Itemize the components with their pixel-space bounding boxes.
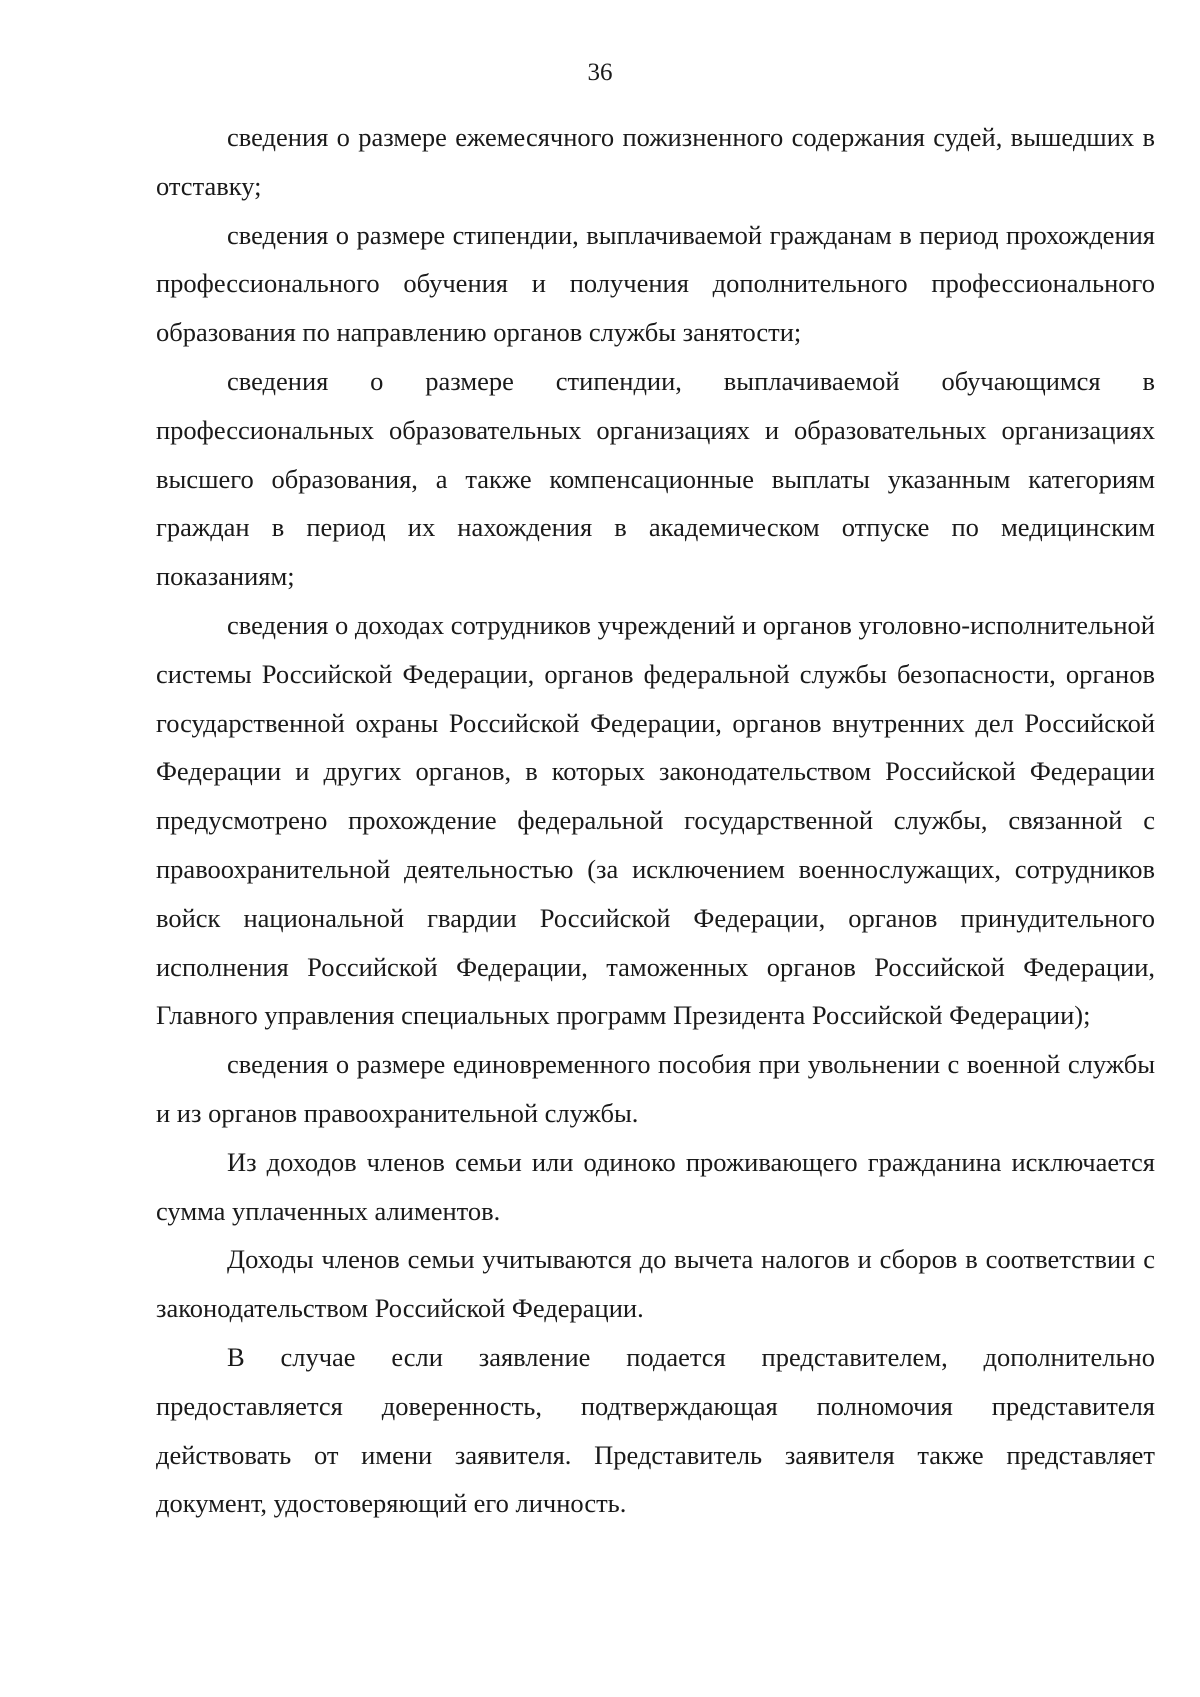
page-number: 36 <box>587 59 613 86</box>
document-body <box>156 113 1155 1528</box>
paragraph-judges-pension: сведения о размере ежемесячного пожизненного содержания судей, вышедших в отставку; <box>156 122 1155 201</box>
paragraph-alimony-exclusion: Из доходов членов семьи или одиноко проживающего гражданина исключается сумма уплаченных алиментов. <box>156 1146 1155 1226</box>
paragraph-representative-power-of-attorney: В случае если заявление подается представителем, дополнительно предоставляется доверенность, подтверждающая полномочия представителя действовать от имени заявителя. Представитель заявителя также представляет документ, удостоверяющий его личность. <box>156 1341 1155 1519</box>
paragraph-student-stipend: сведения о размере стипендии, выплачиваемой обучающимся в профессиональных образовательных организациях и образовательных организациях высшего образования, а также компенсационные выплаты указанным категориям граждан в период их нахождения в академическом отпуске по медицинским показаниям; <box>156 365 1155 592</box>
paragraph-severance-allowance: сведения о размере единовременного пособия при увольнении с военной службы и из органов правоохранительной службы. <box>156 1049 1155 1128</box>
paragraph-law-enforcement-income: сведения о доходах сотрудников учреждений и органов уголовно-исполнительной системы Российской Федерации, органов федеральной службы безопасности, органов государственной охраны Российской Федерации, органов внутренних дел Российской Федерации и других органов, в которых законодательством Российской Федерации предусмотрено прохождение федеральной государственной службы, связанной с правоохранительной деятельностью (за исключением военнослужащих, сотрудников войск национальной гвардии Российской Федерации, органов принудительного исполнения Российской Федерации, таможенных органов Российской Федерации, Главного управления специальных программ Президента Российской Федерации); <box>156 609 1155 1031</box>
paragraph-unemployment-stipend: сведения о размере стипендии, выплачиваемой гражданам в период прохождения профессионального обучения и получения дополнительного профессионального образования по направлению органов службы занятости; <box>156 219 1155 348</box>
paragraph-income-before-taxes: Доходы членов семьи учитываются до вычета налогов и сборов в соответствии с законодательством Российской Федерации. <box>156 1244 1155 1324</box>
